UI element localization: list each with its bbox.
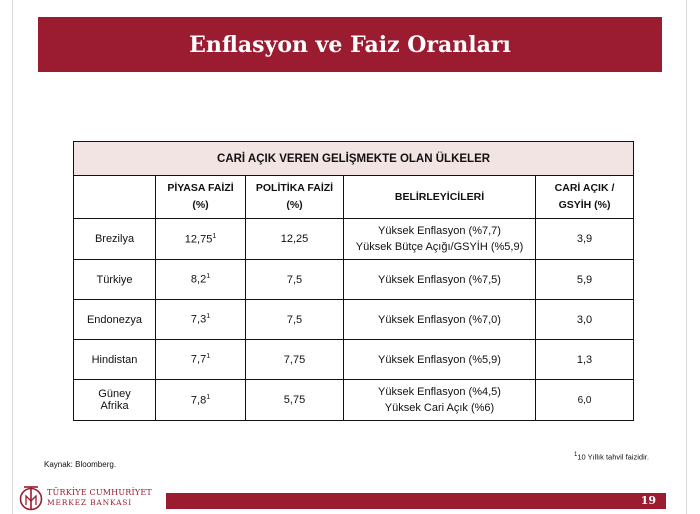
footnote-ref: 1 [206, 313, 211, 321]
table-row [74, 300, 634, 340]
header-market-rate [156, 176, 246, 219]
determinants-cell [344, 380, 536, 421]
market-rate-cell [156, 380, 246, 421]
header-policy-rate-line1: POLİTİKA FAİZİ [255, 182, 334, 194]
market-rate-value: 7,7 [190, 353, 207, 366]
footer-bar [166, 493, 666, 509]
footnote-ref: 1 [212, 232, 217, 240]
current-account-cell: 5,9 [536, 260, 634, 300]
current-account-cell: 6,0 [536, 380, 634, 421]
page-edge-left [12, 0, 13, 514]
logo-line2: MERKEZ BANKASI [47, 498, 132, 507]
table-row [74, 380, 634, 421]
determinants-cell [344, 260, 536, 300]
market-rate-value: 8,2 [190, 273, 207, 286]
country-cell [74, 380, 156, 421]
header-market-rate-line1: PİYASA FAİZİ [167, 182, 234, 194]
table-row [74, 219, 634, 260]
page-number: 19 [640, 494, 656, 507]
page-edge-right [686, 0, 687, 514]
determinant-line: Yüksek Cari Açık (%6) [384, 402, 495, 414]
current-account-cell: 1,3 [536, 340, 634, 380]
determinant-line: Yüksek Enflasyon (%7,7) [378, 225, 501, 237]
footnote-mark: 1 [574, 452, 578, 458]
determinant-line: Yüksek Enflasyon (%7,5) [378, 273, 501, 286]
policy-rate-cell: 7,5 [246, 300, 344, 340]
title-banner [38, 17, 662, 72]
header-policy-rate [246, 176, 344, 219]
market-rate-cell [156, 300, 246, 340]
country-line: Afrika [100, 400, 129, 412]
slide-title: Enflasyon ve Faiz Oranları [189, 31, 511, 58]
source-note: Kaynak: Bloomberg. [44, 460, 117, 469]
country-line: Güney [98, 388, 131, 400]
determinants-cell [344, 300, 536, 340]
table-row [74, 340, 634, 380]
market-rate-value: 12,75 [184, 233, 213, 246]
determinant-line: Yüksek Enflasyon (%4,5) [378, 386, 501, 398]
header-current-account-line1: CARİ AÇIK / [554, 182, 615, 194]
header-country [74, 176, 156, 219]
market-rate-value: 7,3 [190, 313, 207, 326]
footnote-text: 10 Yıllık tahvil faizidir. [577, 452, 649, 462]
footnote-ref: 1 [206, 353, 211, 361]
country-cell: Türkiye [74, 260, 156, 300]
market-rate-cell [156, 260, 246, 300]
market-rate-value: 7,8 [190, 394, 207, 407]
current-account-cell: 3,9 [536, 219, 634, 260]
country-cell: Endonezya [74, 300, 156, 340]
determinants-cell [344, 340, 536, 380]
market-rate-cell [156, 340, 246, 380]
tcmb-emblem-icon [18, 484, 44, 512]
header-current-account-line2: GSYİH (%) [558, 199, 611, 211]
logo-wordmark [47, 488, 152, 508]
current-account-cell: 3,0 [536, 300, 634, 340]
market-rate-cell [156, 219, 246, 260]
header-current-account [536, 176, 634, 219]
policy-rate-cell: 5,75 [246, 380, 344, 421]
central-bank-logo [18, 484, 152, 512]
header-policy-rate-line2: (%) [286, 199, 303, 211]
determinant-line: Yüksek Bütçe Açığı/GSYİH (%5,9) [355, 241, 524, 253]
policy-rate-cell: 7,75 [246, 340, 344, 380]
table-row [74, 260, 634, 300]
country-cell: Hindistan [74, 340, 156, 380]
emerging-markets-table [73, 141, 634, 421]
table-caption: CARİ AÇIK VEREN GELİŞMEKTE OLAN ÜLKELER [74, 142, 634, 176]
determinant-line: Yüksek Enflasyon (%5,9) [378, 353, 501, 366]
logo-line1: TÜRKİYE CUMHURİYET [47, 488, 152, 497]
policy-rate-cell: 7,5 [246, 260, 344, 300]
footnote-ref: 1 [206, 393, 211, 401]
footnote-ref: 1 [206, 273, 211, 281]
determinants-cell [344, 219, 536, 260]
policy-rate-cell: 12,25 [246, 219, 344, 260]
header-market-rate-line2: (%) [192, 199, 209, 211]
determinant-line: Yüksek Enflasyon (%7,0) [378, 313, 501, 326]
country-cell: Brezilya [74, 219, 156, 260]
header-determinants: BELİRLEYİCİLERİ [344, 176, 536, 219]
footnote [574, 452, 649, 462]
